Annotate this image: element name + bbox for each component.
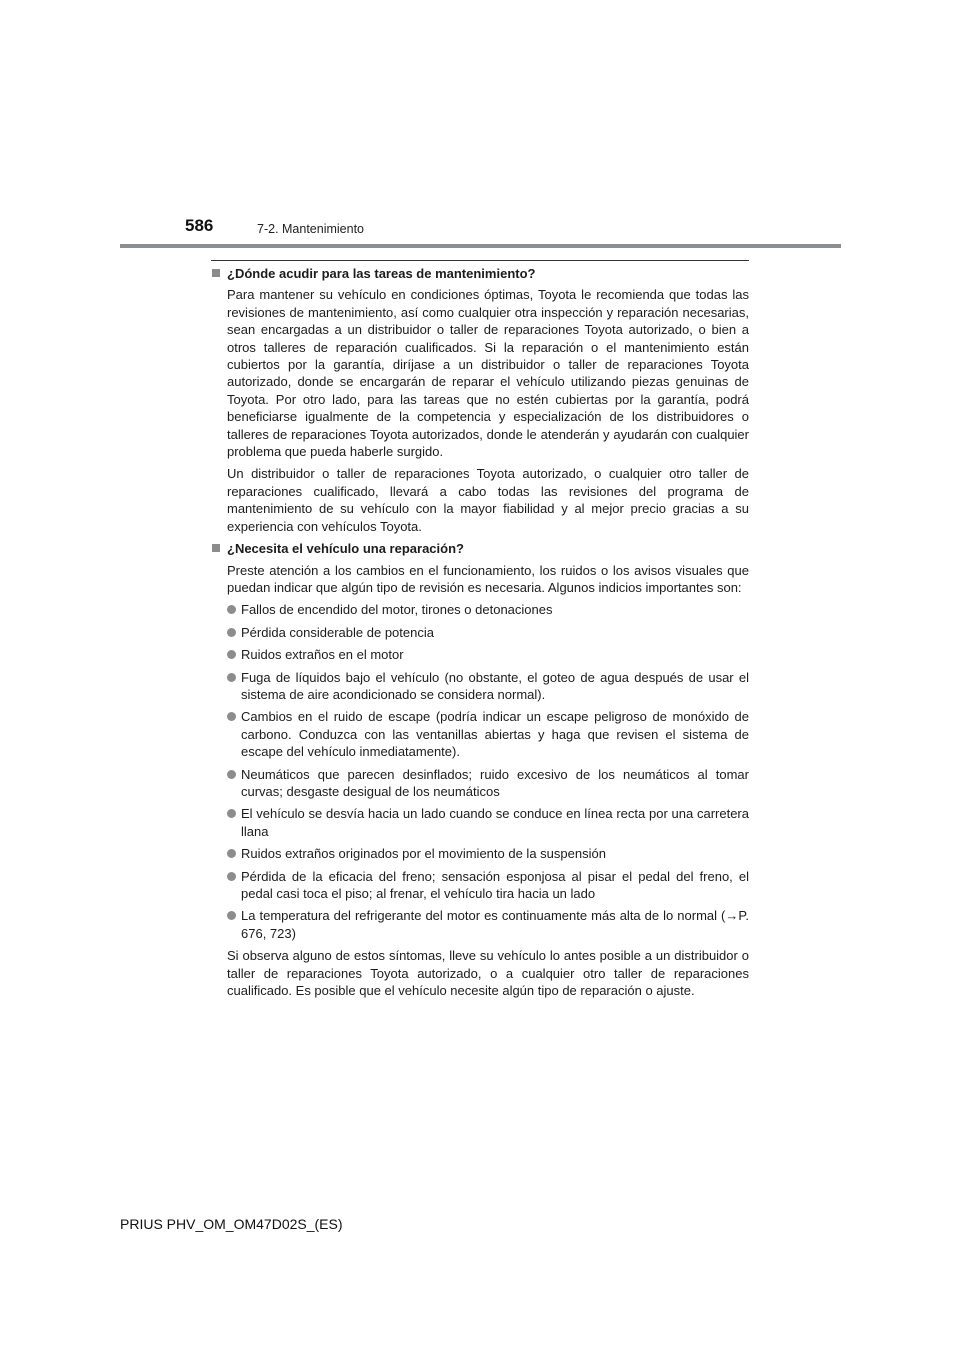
main-content [211,265,749,1004]
list-item-text: Neumáticos que parecen desinflados; ruido excesivo de los neumáticos al tomar curvas; desgaste desigual de los neumáticos [241,766,749,799]
square-bullet-icon [212,544,220,552]
heading-repair [211,540,749,557]
list-item-text: Fallos de encendido del motor, tirones o detonaciones [241,602,553,618]
heading-maintenance [211,265,749,282]
circle-bullet-icon [227,650,236,659]
circle-bullet-icon [227,911,236,920]
paragraph: Preste atención a los cambios en el funcionamiento, los ruidos o los avisos visuales que puedan indicar que algún tipo de revisión es necesaria. Algunos indicios importantes son: [227,562,749,595]
circle-bullet-icon [227,770,236,779]
circle-bullet-icon [227,872,236,881]
circle-bullet-icon [227,849,236,858]
paragraph: Para mantener su vehículo en condiciones óptimas, Toyota le recomienda que todas las revisiones de mantenimiento, así como cualquier otra inspección y reparación necesarias, sean encargadas a un distribuidor o taller de reparaciones Toyota autorizado, o bien a otros talleres de reparación cualificados. Si la reparación o el mantenimiento están cubiertos por la garantía, diríjase a un distribuidor o taller de reparaciones Toyota autorizado, donde se encargarán de reparar el vehículo utilizando piezas genuinas de Toyota. Por otro lado, para las tareas que no estén cubiertas por la garantía, podrá beneficiarse igualmente de la competencia y especialización de los distribuidores o talleres de reparaciones Toyota autorizados, donde le atenderán y ayudarán con cualquier problema que pueda haberle surgido. [227,287,749,460]
square-bullet-icon [212,269,220,277]
list-item [211,646,749,663]
list-item-text: La temperatura del refrigerante del motor es continuamente más alta de lo normal (→P. 676, 723) [241,908,749,941]
list-item [211,766,749,801]
list-item [211,805,749,840]
heading-maintenance-text: ¿Dónde acudir para las tareas de mantenimiento? [227,266,536,281]
list-item [211,868,749,903]
list-item [211,624,749,641]
list-item-text: Cambios en el ruido de escape (podría indicar un escape peligroso de monóxido de carbono. Conduzca con las ventanillas abiertas y haga que revisen el sistema de escape del vehículo inmediatamente). [241,709,749,760]
list-item [211,708,749,760]
list-item-text: Ruidos extraños originados por el movimiento de la suspensión [241,846,606,862]
header-divider [120,244,841,248]
list-item [211,669,749,704]
list-item [211,845,749,862]
list-item [211,601,749,618]
footer-doc-code: PRIUS PHV_OM_OM47D02S_(ES) [120,1216,343,1232]
list-item-text: Ruidos extraños en el motor [241,647,404,663]
circle-bullet-icon [227,605,236,614]
list-item [211,907,749,942]
symptom-list [211,601,749,942]
list-item-text: Pérdida considerable de potencia [241,624,434,640]
heading-repair-text: ¿Necesita el vehículo una reparación? [227,541,464,557]
content-divider [211,260,749,261]
section-title: 7-2. Mantenimiento [257,222,365,236]
circle-bullet-icon [227,712,236,721]
circle-bullet-icon [227,673,236,682]
list-item-text: Fuga de líquidos bajo el vehículo (no obstante, el goteo de agua después de usar el sistema de aire acondicionado se considera normal). [241,669,749,702]
circle-bullet-icon [227,809,236,818]
paragraph: Si observa alguno de estos síntomas, lleve su vehículo lo antes posible a un distribuidor o taller de reparaciones Toyota autorizado, o a cualquier otro taller de reparaciones cualificado. Es posible que el vehículo necesite algún tipo de reparación o ajuste. [227,948,749,999]
list-item-text: El vehículo se desvía hacia un lado cuando se conduce en línea recta por una carretera llana [241,806,749,839]
paragraph: Un distribuidor o taller de reparaciones Toyota autorizado, o cualquier otro taller de reparaciones cualificado, llevará a cabo todas las revisiones del programa de mantenimiento de su vehículo con la mayor fiabilidad y al mejor precio gracias a su experiencia con vehículos Toyota. [227,466,749,534]
list-item-text: Pérdida de la eficacia del freno; sensación esponjosa al pisar el pedal del freno, el pedal casi toca el piso; al frenar, el vehículo tira hacia un lado [241,868,749,901]
page-number: 586 [185,216,214,235]
circle-bullet-icon [227,628,236,637]
